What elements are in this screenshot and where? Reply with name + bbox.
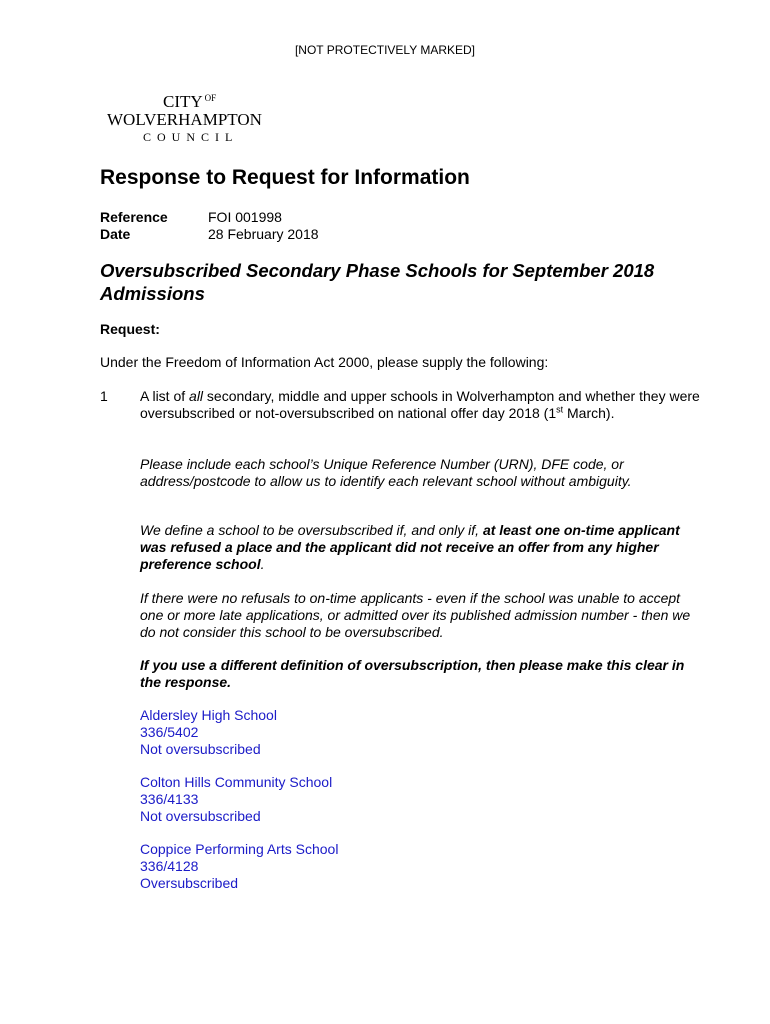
item-paragraph-2: Please include each school’s Unique Reference Number (URN), DFE code, or address/postcode to allow us to identify each relevant school without ambiguity. (140, 456, 632, 489)
protective-marking: [NOT PROTECTIVELY MARKED] (294, 43, 476, 57)
council-logo (107, 92, 282, 152)
school-status: Not oversubscribed (140, 741, 261, 757)
item-paragraph-5: If you use a different definition of oversubscription, then please make this clear in the response. (140, 657, 685, 690)
date-value: 28 February 2018 (208, 226, 319, 242)
school-entry (140, 774, 700, 825)
school-entry (140, 841, 700, 892)
reference-label: Reference (100, 209, 168, 225)
page-title: Response to Request for Information (100, 166, 470, 189)
item-paragraph-1: A list of all secondary, middle and upper schools in Wolverhampton and whether they were oversubscribed or not-oversubscribed on national offer day 2018 (1st March). (140, 388, 700, 421)
item-paragraph-3: We define a school to be oversubscribed if, and only if, at least one on-time applicant was refused a place and the applicant did not receive an offer from any higher preference school. (140, 522, 680, 572)
logo-of: OF (204, 93, 217, 103)
date-label: Date (100, 226, 131, 242)
request-intro: Under the Freedom of Information Act 2000, please supply the following: (100, 354, 549, 370)
school-code: 336/4128 (140, 858, 199, 874)
school-name: Aldersley High School (140, 707, 277, 723)
reference-value: FOI 001998 (208, 209, 282, 225)
school-code: 336/4133 (140, 791, 199, 807)
date-row (100, 226, 319, 243)
school-code: 336/5402 (140, 724, 199, 740)
school-status: Oversubscribed (140, 875, 239, 891)
logo-line-city: CITY $^{OF}$ (163, 92, 217, 111)
logo-line-wolverhampton: WOLVERHAMPTON (107, 110, 262, 129)
item-paragraph-4: If there were no refusals to on-time applicants - even if the school was unable to accept one or more late applications, or admitted over its published admission number - then we do not consider this school to be oversubscribed. (140, 590, 691, 640)
subject-heading: Oversubscribed Secondary Phase Schools for September 2018 Admissions (100, 260, 655, 304)
school-entry (140, 707, 700, 758)
request-label: Request: (100, 321, 160, 337)
reference-block (100, 209, 319, 243)
school-name: Colton Hills Community School (140, 774, 333, 790)
school-name: Coppice Performing Arts School (140, 841, 339, 857)
item-number: 1 (100, 388, 108, 404)
reference-row (100, 209, 319, 226)
logo-line-council: COUNCIL (143, 130, 239, 144)
school-status: Not oversubscribed (140, 808, 261, 824)
